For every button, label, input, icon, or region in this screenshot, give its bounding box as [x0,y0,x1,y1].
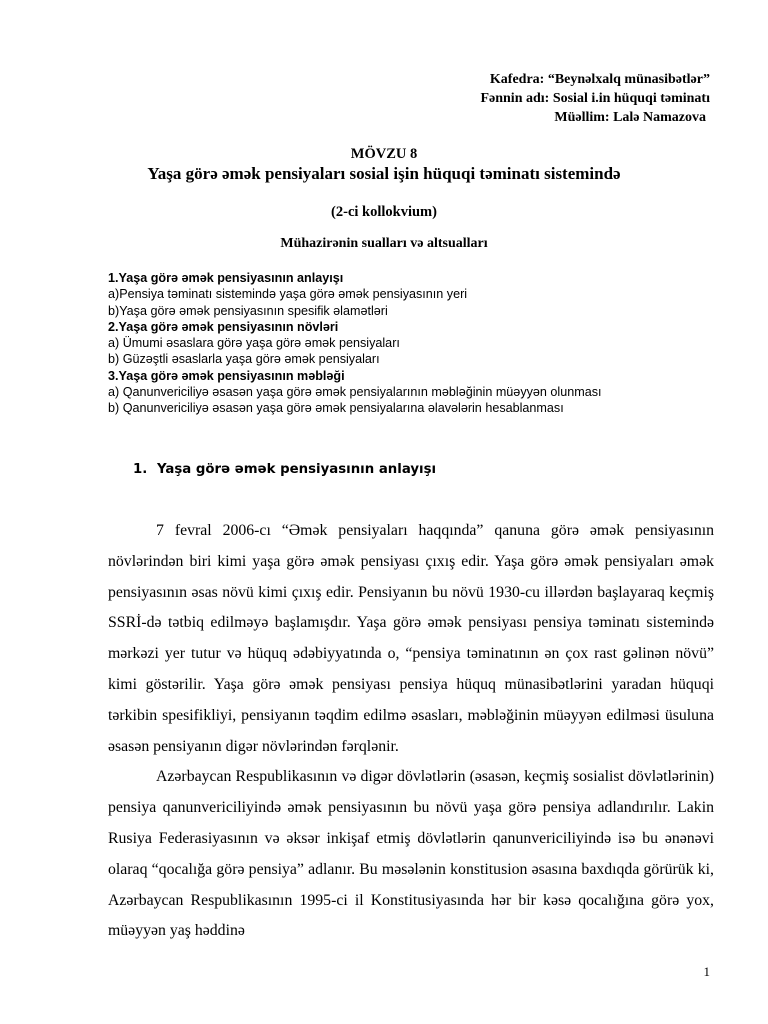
outline-item: a)Pensiya təminatı sistemində yaşa görə əmək pensiyasının yeri [108,287,468,302]
outline-item: b)Yaşa görə əmək pensiyasının spesifik əlamətləri [108,303,388,318]
topic-label: MÖVZU 8 [350,146,418,162]
outline-item: b) Qanunvericiliyə əsasən yaşa görə əmək pensiyalarına əlavələrin hesablanması [108,401,564,416]
section-title: Yaşa görə əmək pensiyasının anlayışı [157,462,437,477]
questions-heading: Mühazirənin sualları və altsualları [280,236,488,251]
document-title: Yaşa görə əmək pensiyaları sosial işin hüquqi təminatı sistemində [147,164,621,183]
outline-item: a) Qanunvericiliyə əsasən yaşa görə əmək pensiyalarının məbləğinin müəyyən olunması [108,385,602,400]
lecture-outline [108,270,718,417]
outline-item: a) Ümumi əsaslara görə yaşa görə əmək pensiyaları [108,336,400,351]
outline-item: 3.Yaşa görə əmək pensiyasının məbləği [108,368,345,383]
paragraph: Azərbaycan Respublikasının və digər dövlətlərin (əsasən, keçmiş sosialist dövlətlərinin) pensiya qanunvericiliyində əmək pensiyasının bu növü yaşa görə pensiya adlandırılır. Lakin Rusiya Federasiyasının və əksər inkişaf etmiş dövlətlərin qanunvericiliyində isə bu ənənəvi olaraq “qocalığa görə pensiya” adlanır. Bu məsələnin konstitusion əsasına baxdıqda görürük ki, Azərbaycan Respublikasının 1995-ci il Konstitusiyasında hər bir kəsə qocalığına görə yox, müəyyən yaş həddinə [108,768,714,940]
section-heading [133,462,436,477]
outline-item: 1.Yaşa görə əmək pensiyasının anlayışı [108,271,344,285]
outline-item: b) Güzəştli əsaslarla yaşa görə əmək pensiyaları [108,352,380,367]
outline-item: 2.Yaşa görə əmək pensiyasının növləri [108,319,339,334]
section-number: 1. [133,462,148,477]
department-line: Kafedra: “Beynəlxalq münasibətlər” [489,72,710,87]
body-text [108,516,714,947]
page-number: 1 [703,964,710,979]
document-header [310,70,710,127]
paragraph: 7 fevral 2006-cı “Əmək pensiyaları haqqında” qanuna görə əmək pensiyasının növlərindən biri kimi yaşa görə əmək pensiyası çıxış edir. Yaşa görə əmək pensiyaları əmək pensiyasının əsas növü kimi çıxış edir. Pensiyanın bu növü 1930-cu illərdən başlayaraq keçmiş SSRİ-də tətbiq edilməyə başlamışdır. Yaşa görə əmək pensiyası pensiya təminatı sistemində mərkəzi yer tutur və hüquq ədəbiyyatında o, “pensiya təminatının ən çox rast gəlinən növü” kimi göstərilir. Yaşa görə əmək pensiyası pensiya hüquq münasibətlərini yaradan hüquqi tərkibin spesifikliyi, pensiyanın təqdim edilmə əsasları, məbləğinin müəyyən edilməsi üsuluna əsasən pensiyanın digər növlərindən fərqlənir. [108,522,714,755]
course-line: Fənnin adı: Sosial i.in hüquqi təminatı [480,91,710,106]
colloquium-label: (2-ci kollokvium) [331,204,437,220]
teacher-line: Müəllim: Lalə Namazova [554,110,706,125]
